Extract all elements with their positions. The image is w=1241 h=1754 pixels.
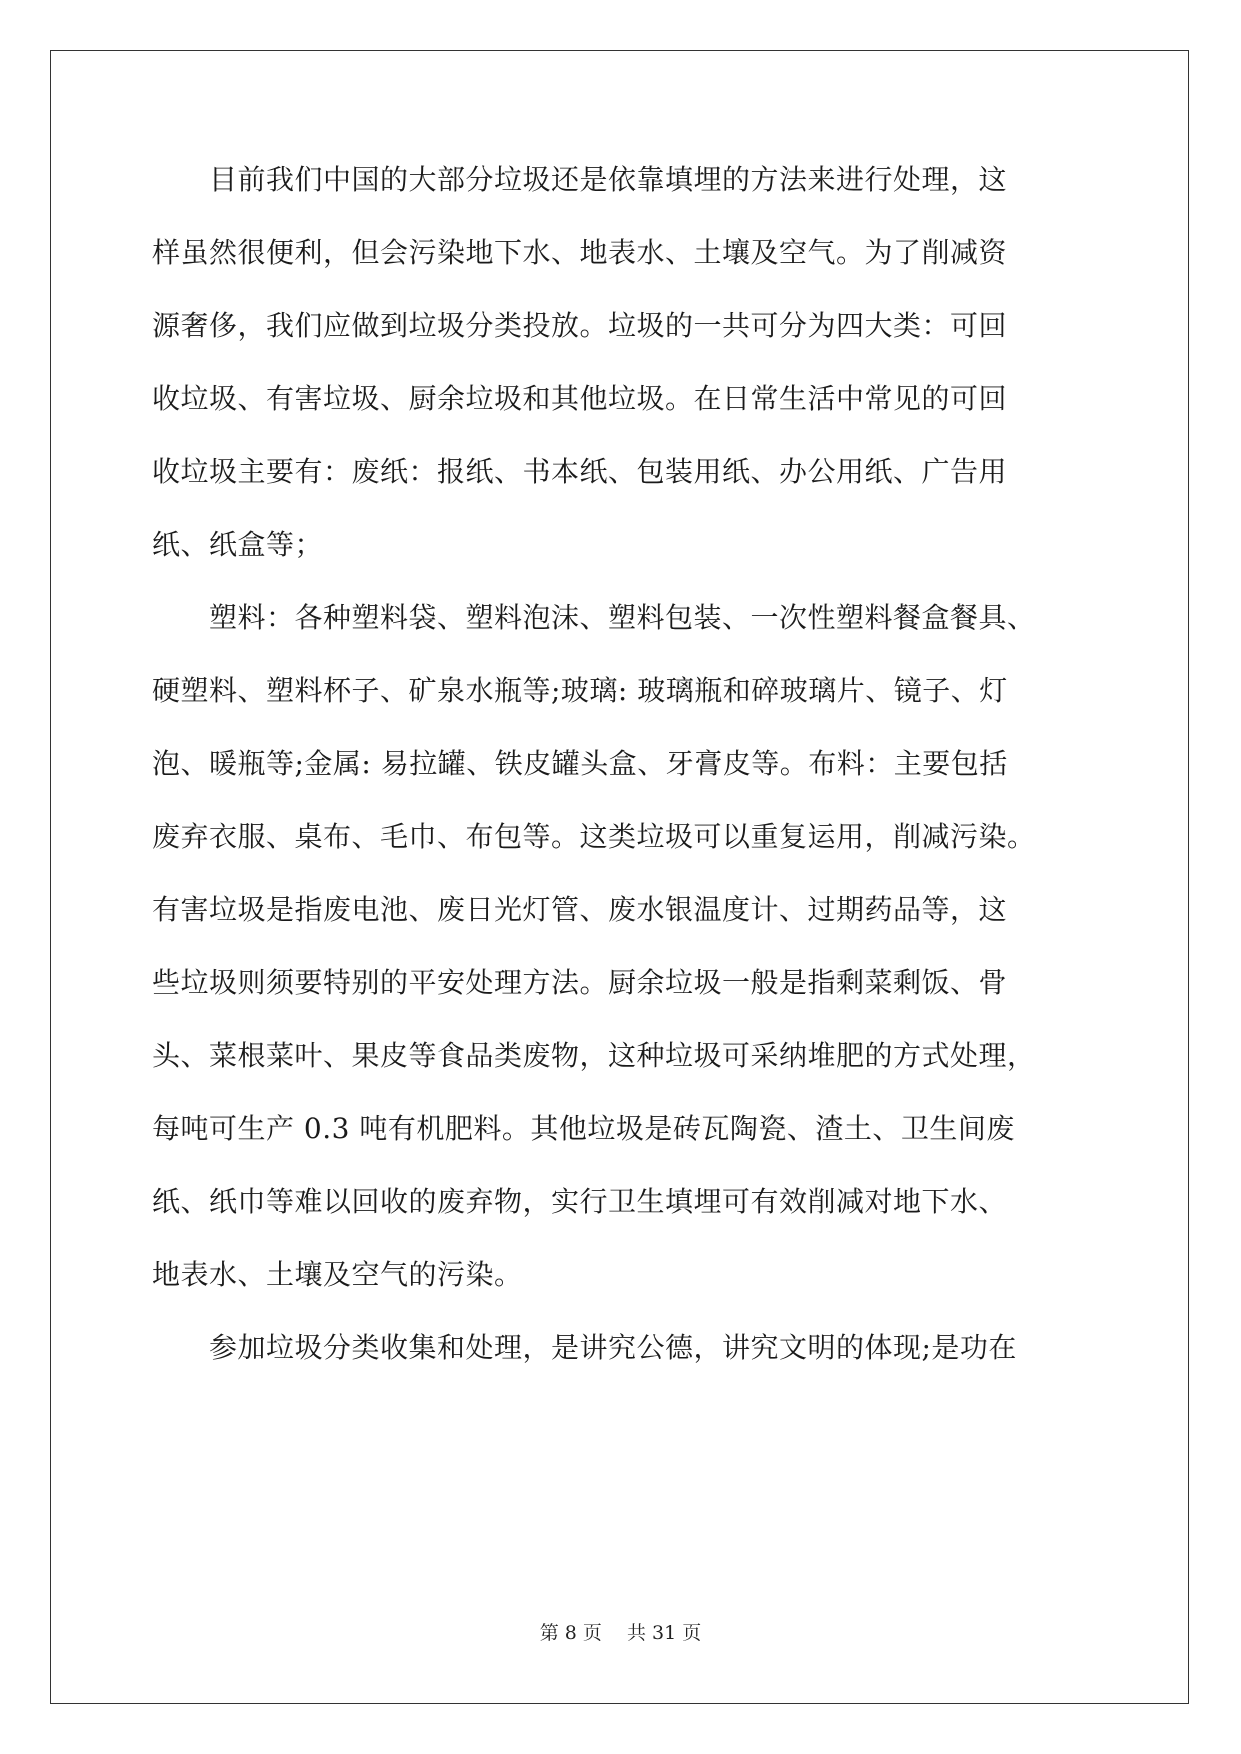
text-line: 塑料：各种塑料袋、塑料泡沫、塑料包装、一次性塑料餐盒餐具、	[152, 601, 1036, 634]
text-line: 泡、暖瓶等;金属: 易拉罐、铁皮罐头盒、牙膏皮等。布料：主要包括	[152, 747, 1008, 780]
text-line: 收垃圾主要有：废纸：报纸、书本纸、包装用纸、办公用纸、广告用	[152, 455, 1008, 488]
text-line: 废弃衣服、桌布、毛巾、布包等。这类垃圾可以重复运用，削减污染。	[152, 820, 1036, 853]
text-line: 参加垃圾分类收集和处理，是讲究公德，讲究文明的体现;是功在	[152, 1331, 1017, 1364]
text-line: 地表水、土壤及空气的污染。	[152, 1258, 523, 1291]
text-line: 纸、纸盒等；	[152, 528, 324, 561]
text-line: 纸、纸巾等难以回收的废弃物，实行卫生填埋可有效削减对地下水、	[152, 1185, 1008, 1218]
text-line: 目前我们中国的大部分垃圾还是依靠填埋的方法来进行处理，这	[152, 163, 1008, 196]
text-line: 有害垃圾是指废电池、废日光灯管、废水银温度计、过期药品等，这	[152, 893, 1008, 926]
page-border	[50, 50, 1189, 1704]
page-number: 第 8 页 共 31 页	[539, 1622, 702, 1644]
page-footer	[0, 1618, 1241, 1645]
text-line: 头、菜根菜叶、果皮等食品类废物，这种垃圾可采纳堆肥的方式处理，	[152, 1039, 1036, 1072]
text-line: 些垃圾则须要特别的平安处理方法。厨余垃圾一般是指剩菜剩饭、骨	[152, 966, 1008, 999]
text-line: 样虽然很便利，但会污染地下水、地表水、土壤及空气。为了削减资	[152, 236, 1008, 269]
text-line: 每吨可生产 0.3 吨有机肥料。其他垃圾是砖瓦陶瓷、渣土、卫生间废	[152, 1112, 1015, 1145]
text-line: 收垃圾、有害垃圾、厨余垃圾和其他垃圾。在日常生活中常见的可回	[152, 382, 1008, 415]
text-line: 硬塑料、塑料杯子、矿泉水瓶等;玻璃: 玻璃瓶和碎玻璃片、镜子、灯	[152, 674, 1008, 707]
text-line: 源奢侈，我们应做到垃圾分类投放。垃圾的一共可分为四大类：可回	[152, 309, 1008, 342]
